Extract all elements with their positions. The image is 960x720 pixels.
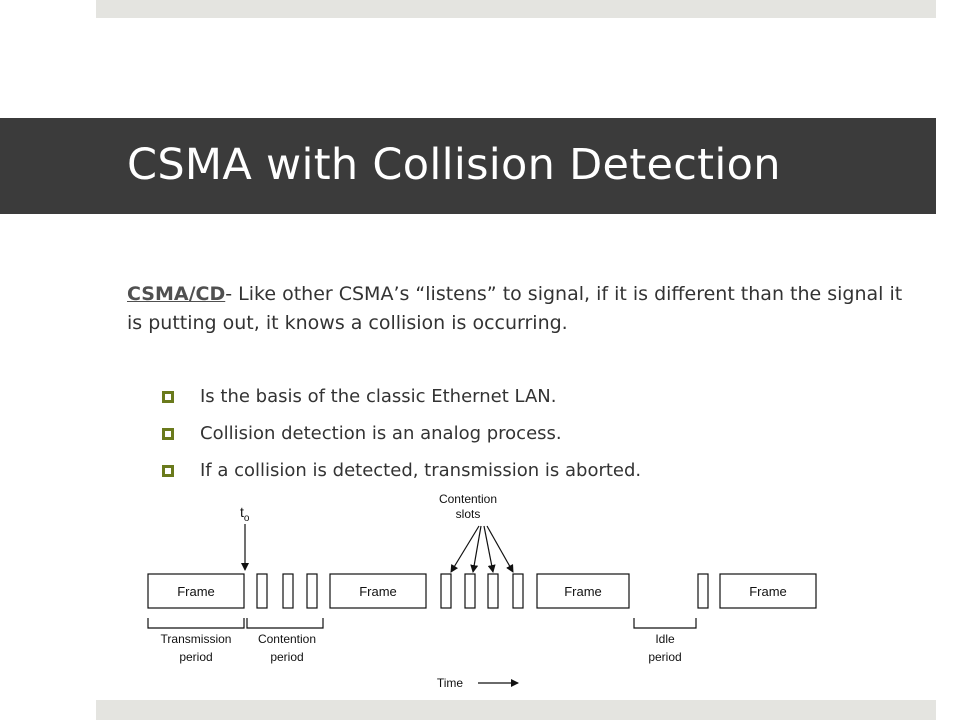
frame-label: Frame [359,584,397,599]
intro-text: Like other CSMA’s “listens” to signal, if it is different than the signal it is putting out, it knows a collision is occurring. [127,283,903,334]
intro-separator: - [225,283,239,305]
bullet-text: If a collision is detected, transmission is aborted. [200,460,642,481]
square-bullet-icon [162,465,174,477]
contention-period-bracket [247,618,323,628]
transmission-period-label-line1: Transmission [160,632,232,646]
contention-period-label-line2: period [270,650,304,664]
slot-arrow [487,526,513,572]
square-bullet-icon [162,428,174,440]
slot-arrow [484,526,493,572]
bullet-text: Is the basis of the classic Ethernet LAN. [200,386,557,407]
contention-slot [488,574,498,608]
t0-label: $t_o$ [240,504,250,524]
frame-label: Frame [749,584,787,599]
contention-slot [441,574,451,608]
bullet-item [162,456,641,493]
square-bullet-icon [162,391,174,403]
idle-period-label-line2: period [648,650,682,664]
contention-slots-label-line1: Contention [438,492,498,506]
csma-cd-timeline-diagram [140,490,840,695]
contention-slot [283,574,293,608]
time-axis-label: Time [436,676,464,690]
frame-label: Frame [177,584,215,599]
contention-slot [307,574,317,608]
bullet-list [162,382,641,493]
contention-slot [257,574,267,608]
transmission-period-bracket [148,618,244,628]
idle-period-bracket [634,618,696,628]
contention-slot [513,574,523,608]
idle-period-label-line1: Idle [655,632,675,646]
slide-title: CSMA with Collision Detection [127,140,781,190]
contention-period-label-line1: Contention [257,632,317,646]
contention-slots-label-line2: slots [455,507,481,521]
bullet-text: Collision detection is an analog process. [200,423,562,444]
contention-slot [465,574,475,608]
intro-term: CSMA/CD [127,283,226,305]
contention-slot [698,574,708,608]
bottom-decor-band [96,700,936,720]
top-decor-band [96,0,936,18]
frame-label: Frame [564,584,602,599]
bullet-item [162,419,641,456]
title-bar [0,118,936,214]
transmission-period-label-line2: period [179,650,213,664]
intro-paragraph [127,280,917,338]
bullet-item [162,382,641,419]
